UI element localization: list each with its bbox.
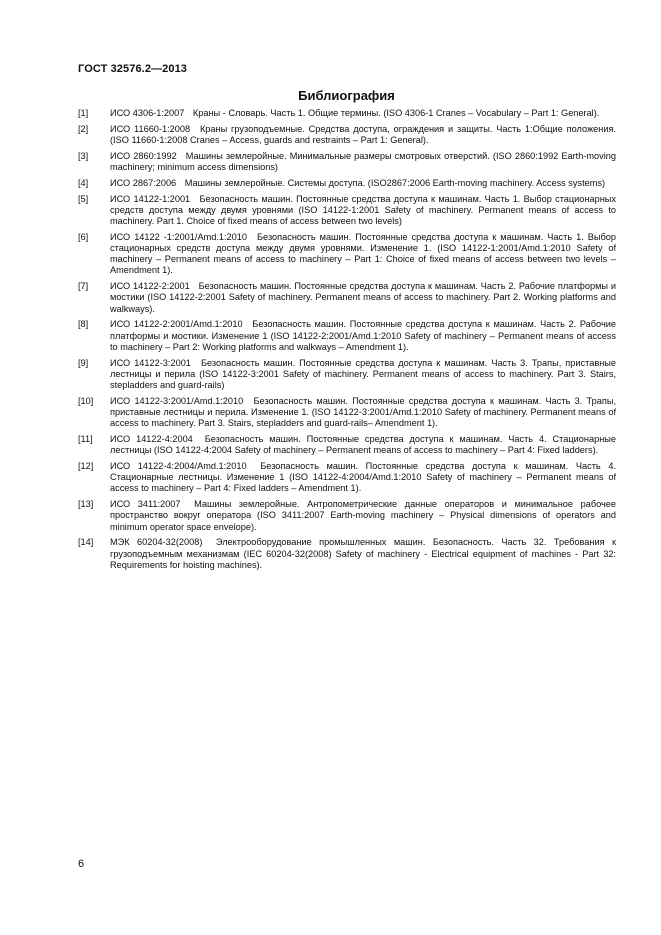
entry-description: Безопасность машин. Постоянные средства доступа к машинам. Часть 4. Стационарные лестницы. Изменение 1 (ISO 14122-4:2004/Amd.1:2010 Safety of machinery – Permanent means of access to machinery – Part 4: Fixed ladders – Amendment 1).	[110, 461, 617, 494]
bibliography-entry	[78, 358, 616, 392]
page-header-standard-id: ГОСТ 32576.2—2013	[78, 63, 188, 75]
entry-description: Безопасность машин. Постоянные средства доступа к машинам. Часть 2. Рабочие платформы и мостики. Изменение 1 (ISO 14122-2:2001/Amd.1:2010 Safety of machinery – Permanent means of access to machinery – Part 2: Working platforms and walkways – Amendment 1).	[110, 319, 616, 352]
entry-description: Безопасность машин. Постоянные средства доступа к машинам. Часть 3. Трапы, приставные лестницы и перила. Изменение 1. (ISO 14122-3:2001/Amd.1:2010 Safety of machinery. Permanent means of access to machinery. Part 3. Stairs, stepladders and guard-rails– Amendment 1).	[110, 395, 616, 429]
entry-standard-code: ИСО 2867:2006	[110, 177, 177, 188]
entry-number: [11]	[78, 434, 93, 445]
entry-number: [10]	[78, 395, 94, 406]
entry-body	[110, 178, 616, 189]
bibliography-entry	[78, 178, 616, 189]
entry-standard-code: ИСО 11660-1:2008	[110, 123, 191, 134]
entry-standard-code: ИСО 14122-1:2001	[110, 193, 191, 204]
page-number: 6	[78, 858, 85, 870]
entry-body	[110, 194, 616, 228]
entry-description: Безопасность машин. Постоянные средства доступа к машинам. Часть 1. Выбор стационарных средств доступа между двумя уровнями. Изменение 1. (ISO 14122-1:2001/Amd.1:2010 Safety of machinery – Permanent means of access to machinery – Part 1: Choice of fixed means of access between two levels – Amendment 1).	[110, 231, 616, 276]
entry-standard-code: ИСО 3411:2007	[110, 499, 181, 510]
entry-description: Безопасность машин. Постоянные средства доступа к машинам. Часть 2. Рабочие платформы и мостики (ISO 14122-2:2001 Safety of machinery. Permanent means of access to machinery. Part 2. Working platforms and walkways).	[110, 281, 616, 314]
entry-standard-code: ИСО 14122-2:2001/Amd.1:2010	[110, 319, 243, 330]
entry-body	[110, 232, 616, 277]
entry-body	[110, 124, 616, 146]
entry-description: Безопасность машин. Постоянные средства доступа к машинам. Часть 3. Трапы, приставные лестницы и перила (ISO 14122-3:2001 Safety of machinery. Permanent means of access to machinery. Part 3. Stairs, stepladders and guard-rails)	[110, 357, 616, 391]
entry-standard-code: ИСО 14122 -1:2001/Amd.1:2010	[110, 231, 247, 242]
entry-body	[110, 151, 616, 173]
entry-standard-code: ИСО 14122-3:2001/Amd.1:2010	[110, 395, 244, 406]
bibliography-entry	[78, 537, 616, 571]
bibliography-entry	[78, 151, 616, 173]
bibliography-entry	[78, 499, 616, 533]
entry-standard-code: ИСО 14122-3:2001	[110, 357, 191, 368]
entry-body	[110, 434, 616, 456]
entry-number: [2]	[78, 123, 89, 134]
entry-description: Машины землеройные. Минимальные размеры смотровых отверстий. (ISO 2860:1992 Earth-moving machinery; minimum access dimensions)	[110, 150, 616, 172]
bibliography-entry	[78, 434, 616, 456]
entry-number: [14]	[78, 537, 94, 548]
entry-number: [7]	[78, 281, 89, 292]
entry-description: Краны грузоподъемные. Средства доступа, ограждения и защиты. Часть 1:Общие положения. (ISO 11660-1:2008 Cranes – Access, guards and restraints – Part 1: General).	[110, 123, 616, 145]
entry-number: [8]	[78, 319, 89, 330]
entry-standard-code: ИСО 4306-1:2007	[110, 108, 185, 118]
entry-body	[110, 461, 616, 495]
bibliography-entry	[78, 461, 616, 495]
entry-number: [1]	[78, 108, 89, 118]
entry-description: Электрооборудование промышленных машин. Безопасность. Часть 32. Требования к грузоподъемным механизмам (IEC 60204-32(2008) Safety of machinery - Electrical equipment of machines - Part 32: Requirements for hoisting machines).	[110, 537, 617, 570]
entry-body	[110, 537, 616, 571]
entry-body	[110, 281, 616, 315]
bibliography-entry	[78, 281, 616, 315]
entry-standard-code: МЭК 60204-32(2008)	[110, 537, 203, 548]
bibliography-entry	[78, 232, 616, 277]
entry-standard-code: ИСО 14122-4:2004	[110, 434, 193, 445]
entry-body	[110, 499, 616, 533]
entry-number: [5]	[78, 193, 89, 204]
entry-description: Машины землеройные. Системы доступа. (ISO2867:2006 Earth-moving machinery. Access systems)	[184, 177, 606, 188]
entry-number: [4]	[78, 177, 89, 188]
entry-standard-code: ИСО 2860:1992	[110, 150, 177, 161]
entry-number: [12]	[78, 461, 94, 472]
bibliography-entry	[78, 319, 616, 353]
entry-body	[110, 396, 616, 430]
entry-number: [13]	[78, 499, 94, 510]
entry-body	[110, 319, 616, 353]
entry-body	[110, 358, 616, 392]
entry-number: [9]	[78, 357, 89, 368]
bibliography-entry	[78, 108, 616, 119]
entry-number: [3]	[78, 150, 89, 161]
entry-standard-code: ИСО 14122-4:2004/Amd.1:2010	[110, 461, 247, 472]
bibliography-list	[78, 108, 616, 576]
entry-description: Краны - Словарь. Часть 1. Общие термины. (ISO 4306-1 Cranes – Vocabulary – Part 1: General).	[192, 108, 600, 118]
entry-description: Безопасность машин. Постоянные средства доступа к машинам. Часть 1. Выбор стационарных средств доступа между двумя уровнями (ISO 14122-1:2001 Safety of machinery. Permanent means of access to machinery. Part 1. Choice of fixed means of access between two levels)	[110, 193, 616, 226]
bibliography-entry	[78, 194, 616, 228]
entry-number: [6]	[78, 231, 89, 242]
bibliography-entry	[78, 124, 616, 146]
entry-standard-code: ИСО 14122-2:2001	[110, 281, 190, 292]
entry-description: Безопасность машин. Постоянные средства доступа к машинам. Часть 4. Стационарные лестницы (ISO 14122-4:2004 Safety of machinery – Permanent means of access to machinery – Part 4: Fixed ladders).	[110, 434, 616, 456]
entry-body	[110, 108, 616, 119]
bibliography-entry	[78, 396, 616, 430]
entry-description: Машины землеройные. Антропометрические данные операторов и минимальное рабочее пространство вокруг оператора (ISO 3411:2007 Earth-moving machinery – Physical dimensions of operators and minimum operator space envelope).	[110, 499, 616, 532]
bibliography-title: Библиография	[298, 88, 395, 103]
